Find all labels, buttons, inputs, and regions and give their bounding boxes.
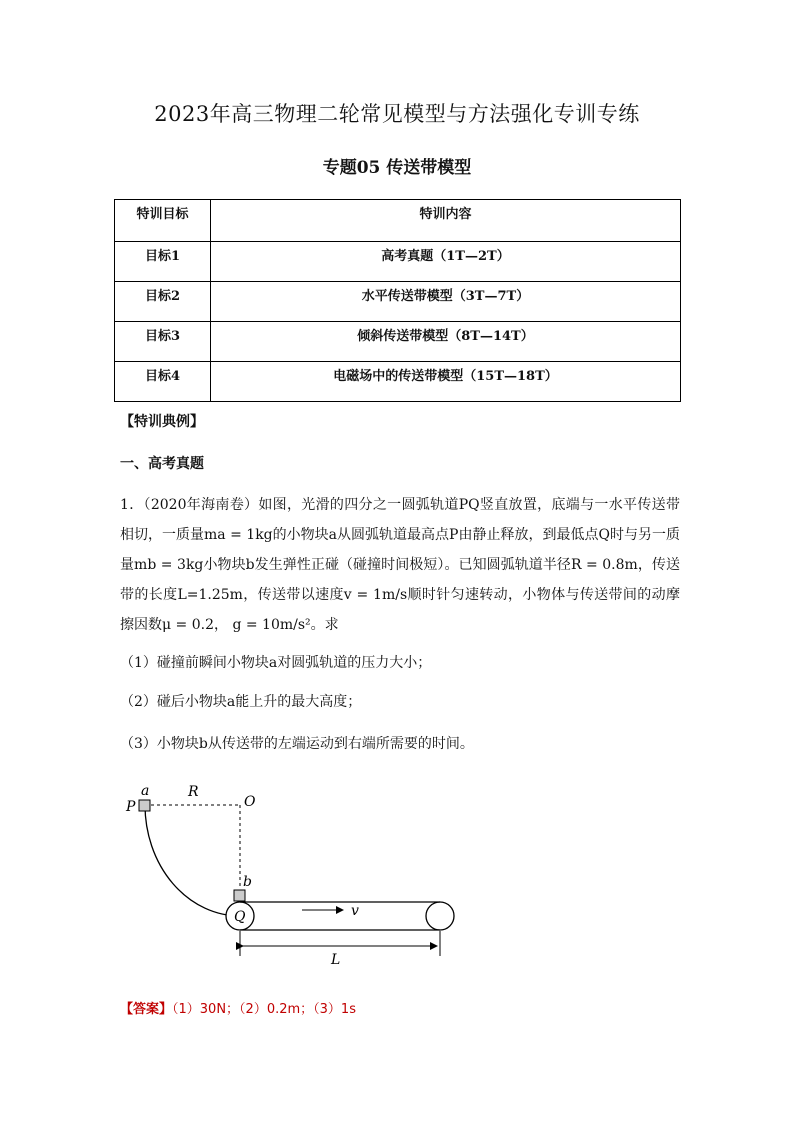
goal-cell: 目标1 xyxy=(115,242,211,282)
label-o: O xyxy=(244,794,256,810)
label-b: b xyxy=(243,874,252,890)
conveyor-diagram xyxy=(110,775,470,975)
answer-line xyxy=(120,998,356,1017)
goal-cell: 目标3 xyxy=(115,322,211,362)
table-row xyxy=(115,282,681,322)
label-v: v xyxy=(351,903,359,919)
content-cell: 电磁场中的传送带模型（15T—18T） xyxy=(211,362,681,402)
content-cell: 水平传送带模型（3T—7T） xyxy=(211,282,681,322)
section-title: 一、高考真题 xyxy=(120,456,204,472)
label-q: Q xyxy=(234,909,246,925)
column-header-content: 特训内容 xyxy=(211,200,681,242)
content-cell: 高考真题（1T—2T） xyxy=(211,242,681,282)
label-p: P xyxy=(126,799,136,815)
goal-cell: 目标4 xyxy=(115,362,211,402)
document-subtitle: 专题05 传送带模型 xyxy=(322,158,472,178)
training-plan-table xyxy=(114,199,681,402)
table-header-row xyxy=(115,200,681,242)
goal-cell: 目标2 xyxy=(115,282,211,322)
label-a: a xyxy=(141,783,150,799)
table-row xyxy=(115,322,681,362)
document-title: 2023年高三物理二轮常见模型与方法强化专训专练 xyxy=(154,102,640,126)
problem-statement: 1．（2020年海南卷）如图，光滑的四分之一圆弧轨道PQ竖直放置，底端与一水平传送带相切，一质量ma = 1kg的小物块a从圆弧轨道最高点P由静止释放，到最低点Q时与另一质量mb = 3kg小物块b发生弹性正碰（碰撞时间极短）。已知圆弧轨道半径R = 0.8m，传送带的长度L=1.25m，传送带以速度v = 1m/s顺时针匀速转动，小物体与传送带间的动摩擦因数μ = 0.2， g = 10m/s²。求 xyxy=(120,497,680,633)
right-roller xyxy=(426,902,454,930)
content-cell: 倾斜传送带模型（8T—14T） xyxy=(211,322,681,362)
question-2: （2）碰后小物块a能上升的最大高度； xyxy=(120,694,362,710)
question-3: （3）小物块b从传送带的左端运动到右端所需要的时间。 xyxy=(120,736,474,752)
answer-tag: 【答案】 xyxy=(120,1002,173,1017)
arc-track xyxy=(145,805,240,916)
table-row xyxy=(115,362,681,402)
label-l: L xyxy=(331,952,341,968)
block-a xyxy=(139,800,150,811)
label-r: R xyxy=(188,784,199,800)
section-label: 【特训典例】 xyxy=(120,414,204,430)
answer-text: （1）30N；（2）0.2m；（3）1s xyxy=(172,1002,356,1017)
column-header-goal: 特训目标 xyxy=(115,200,211,242)
question-1: （1）碰撞前瞬间小物块a对圆弧轨道的压力大小； xyxy=(120,655,432,671)
block-b xyxy=(234,890,245,901)
table-row xyxy=(115,242,681,282)
